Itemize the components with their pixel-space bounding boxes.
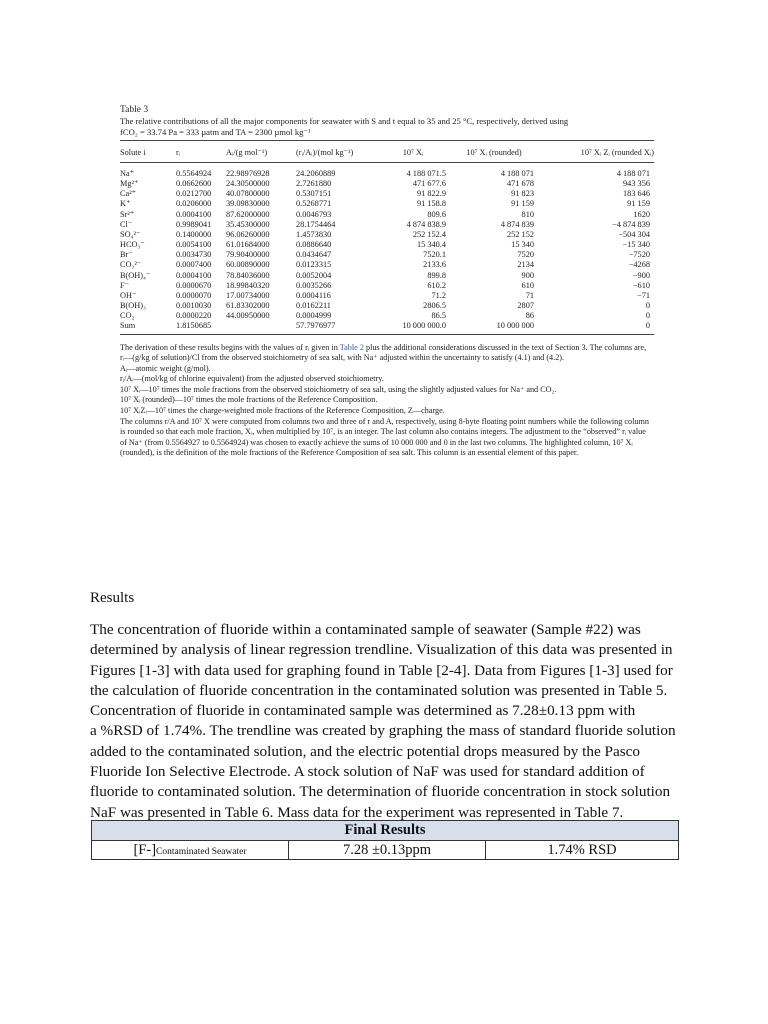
- table3-row: [120, 260, 654, 270]
- value-cell: 40.07800000: [226, 189, 270, 199]
- value-cell: 17.00734000: [226, 290, 270, 300]
- value-cell: −504 304: [618, 229, 650, 239]
- value-cell: 471 677.6: [412, 179, 446, 189]
- table3-label: Table 3: [120, 105, 149, 115]
- solute-cell: Sum: [120, 321, 176, 334]
- table3-row: [120, 311, 654, 321]
- paragraph-line: NaF was presented in Table 6. Mass data for the experiment was represented in Table 7.: [90, 803, 624, 821]
- value-cell: 57.7976977: [296, 321, 376, 334]
- solute-cell: Ca²⁺: [120, 189, 137, 199]
- value-cell: −4268: [628, 260, 650, 270]
- value-cell: 0.0000220: [176, 311, 212, 321]
- table3-row: [120, 321, 654, 334]
- value-cell: 15 340: [511, 240, 534, 250]
- value-cell: 0: [645, 301, 650, 311]
- value-cell: 79.90400000: [226, 250, 270, 260]
- table3-notes-text: plus the additional considerations discussed in the text of Section 3. The columns are,: [363, 342, 647, 352]
- value-cell: 87.62000000: [226, 209, 270, 219]
- table3-row: [120, 163, 654, 180]
- value-cell: 183 646: [623, 189, 650, 199]
- value-cell: 0.0123315: [296, 260, 332, 270]
- solute-cell: B(OH)₄⁻: [120, 270, 151, 280]
- results-paragraph: [90, 620, 682, 823]
- value-cell: 91 823: [511, 189, 534, 199]
- value-cell: 0.5564924: [176, 169, 212, 178]
- final-results-table: [91, 820, 679, 860]
- paragraph-line: determined by analysis of linear regression trendline. Visualization of this data was presented in: [90, 641, 673, 659]
- solute-cell: HCO₃⁻: [120, 240, 145, 250]
- table3-header-cell: 10⁷ Xᵢ Zᵢ (rounded Xᵢ): [538, 141, 654, 163]
- value-cell: 61.83302000: [226, 301, 270, 311]
- table3-notes-text: The derivation of these results begins with the values of rᵢ given in: [120, 342, 340, 352]
- table3-row: [120, 281, 654, 291]
- value-cell: 0.0000670: [176, 280, 212, 290]
- results-heading: Results: [90, 590, 135, 606]
- value-cell: 0: [645, 311, 650, 321]
- solute-cell: Na⁺: [120, 169, 135, 178]
- value-cell: 0.0034730: [176, 250, 212, 260]
- paragraph-line: added to the contaminated solution, and the electric potential drops measured by the Pasco: [90, 742, 640, 760]
- table3-header-cell: Solute i: [120, 141, 176, 163]
- value-cell: 0.0662600: [176, 179, 212, 189]
- value-cell: −900: [632, 270, 650, 280]
- table3-notes: [120, 343, 654, 460]
- value-cell: 610.2: [427, 280, 446, 290]
- value-cell: −15 340: [622, 240, 650, 250]
- value-cell: 35.45300000: [226, 219, 270, 229]
- value-cell: 86: [525, 311, 534, 321]
- rsd-cell: 1.74% RSD: [486, 841, 679, 860]
- value-cell: 44.00950000: [226, 311, 270, 321]
- value-cell: 1.8150685: [176, 321, 226, 334]
- value-cell: 0.0886640: [296, 240, 332, 250]
- table3-data-table: [120, 140, 654, 335]
- value-cell: 2806.5: [423, 301, 446, 311]
- value-cell: 0.0004999: [296, 311, 332, 321]
- table3-row: [120, 179, 654, 189]
- value-cell: 60.00890000: [226, 260, 270, 270]
- table3-header-cell: rᵢ: [176, 141, 226, 163]
- table3-row: [120, 291, 654, 301]
- table3-note-line: rᵢ—(g/kg of solution)/Cl from the observed stoichiometry of sea salt, with Na⁺ adjusted within the uncertainty to satisfy (4.1) and (4.2).: [120, 353, 565, 363]
- fluoride-concentration-cell: 7.28 ±0.13ppm: [289, 841, 486, 860]
- value-cell: 2.7261880: [296, 179, 332, 189]
- solute-cell: K⁺: [120, 199, 131, 209]
- value-cell: 61.01684000: [226, 240, 270, 250]
- value-cell: 78.84036000: [226, 270, 270, 280]
- value-cell: 39.09830000: [226, 199, 270, 209]
- table3-figure: [120, 104, 654, 459]
- value-cell: 86.5: [431, 311, 446, 321]
- solute-cell: Mg²⁺: [120, 179, 139, 189]
- value-cell: 0.1400000: [176, 229, 212, 239]
- solute-cell: Br⁻: [120, 250, 133, 260]
- fluoride-label-cell: [92, 841, 289, 860]
- value-cell: 810: [521, 209, 534, 219]
- value-cell: 4 874 839: [500, 219, 534, 229]
- solute-cell: F⁻: [120, 280, 129, 290]
- value-cell: 0.0434647: [296, 250, 332, 260]
- value-cell: 91 159: [511, 199, 534, 209]
- value-cell: 15 340.4: [416, 240, 446, 250]
- value-cell: 4 188 071: [616, 169, 650, 178]
- table3-row: [120, 250, 654, 260]
- value-cell: [226, 321, 296, 334]
- table3-note-line: rᵢ/Aᵢ—(mol/kg of chlorine equivalent) from the adjusted observed stoichiometry.: [120, 374, 384, 384]
- value-cell: 0.0004116: [296, 290, 331, 300]
- solute-cell: OH⁻: [120, 290, 137, 300]
- table3-row: [120, 240, 654, 250]
- table3-header-cell: Aᵢ/(g mol⁻¹): [226, 141, 296, 163]
- value-cell: −4 874 839: [612, 219, 650, 229]
- value-cell: 10 000 000: [450, 321, 538, 334]
- table3-row: [120, 210, 654, 220]
- paragraph-line: a %RSD of 1.74%. The trendline was created by graphing the mass of standard fluoride solution: [90, 722, 676, 740]
- table3-note-line: 10⁷ Xᵢ—10⁷ times the mole fractions from the observed stoichiometry of sea salt, using the slightly adjusted values for Na⁺ and CO₂.: [120, 384, 557, 394]
- paragraph-line: Figures [1-3] with data used for graphing found in Table [2-4]. Data from Figures [1-3] used for: [90, 661, 673, 679]
- value-cell: 0.5268771: [296, 199, 332, 209]
- table3-header-cell: 10⁷ Xᵢ: [376, 141, 450, 163]
- value-cell: −71: [637, 290, 650, 300]
- table3-body: [120, 163, 654, 335]
- value-cell: 0.0052004: [296, 270, 332, 280]
- value-cell: 10 000 000.0: [376, 321, 450, 334]
- table2-link[interactable]: Table 2: [339, 342, 364, 352]
- solute-cell: Cl⁻: [120, 219, 133, 229]
- value-cell: 96.06260000: [226, 229, 270, 239]
- value-cell: 7520.1: [423, 250, 446, 260]
- value-cell: 0.0004100: [176, 270, 212, 280]
- solute-cell: SO₄²⁻: [120, 229, 141, 239]
- final-results-header-row: [92, 821, 679, 841]
- value-cell: 899.8: [427, 270, 446, 280]
- value-cell: 24.2060889: [296, 169, 336, 178]
- table3-header-cell: 10⁷ Xᵢ (rounded): [450, 141, 538, 163]
- value-cell: −610: [632, 280, 650, 290]
- paragraph-line: Concentration of fluoride in contaminated sample was determined as 7.28±0.13 ppm with: [90, 702, 636, 720]
- value-cell: 1.4573830: [296, 229, 332, 239]
- value-cell: 0.0054100: [176, 240, 212, 250]
- value-cell: 24.30500000: [226, 179, 270, 189]
- value-cell: 252 152.4: [412, 229, 446, 239]
- value-cell: 252 152: [507, 229, 534, 239]
- paragraph-line: the calculation of fluoride concentration in the contaminated solution was presented in Table 5.: [90, 681, 668, 699]
- value-cell: 0.0212700: [176, 189, 212, 199]
- value-cell: 0.0007400: [176, 260, 212, 270]
- solute-cell: CO₃²⁻: [120, 260, 142, 270]
- table3-row: [120, 301, 654, 311]
- table3-note-line: 10⁷ XᵢZᵢ—10⁷ times the charge-weighted mole fractions of the Reference Composition, Z—charge.: [120, 406, 445, 416]
- paragraph-line: The concentration of fluoride within a contaminated sample of seawater (Sample #22) was: [90, 621, 641, 638]
- value-cell: 2133.6: [423, 260, 446, 270]
- value-cell: 1620: [633, 209, 650, 219]
- table3-caption-line2: fCO₂ = 33.74 Pa = 333 µatm and TA = 2300 µmol kg⁻¹: [120, 127, 311, 137]
- fluoride-label-subscript: Contaminated Seawater: [156, 846, 247, 857]
- paragraph-line: fluoride to contaminated solution. The determination of fluoride concentration in stock solution: [90, 783, 671, 801]
- table3-note-line: 10⁷ Xᵢ (rounded)—10⁷ times the mole fractions of the Reference Composition.: [120, 395, 378, 405]
- value-cell: 2807: [517, 301, 534, 311]
- table3-row: [120, 199, 654, 209]
- table3-header-row: [120, 141, 654, 163]
- value-cell: 0.0000070: [176, 290, 212, 300]
- value-cell: 71.2: [431, 290, 446, 300]
- fluoride-label: [F-]: [133, 841, 157, 858]
- value-cell: 0.5307151: [296, 189, 332, 199]
- table3-row: [120, 271, 654, 281]
- value-cell: 610: [521, 280, 534, 290]
- value-cell: 28.1754464: [296, 219, 336, 229]
- value-cell: −7520: [628, 250, 650, 260]
- value-cell: 91 158.8: [416, 199, 446, 209]
- solute-cell: CO₂: [120, 311, 135, 321]
- final-results-row: [92, 841, 679, 860]
- value-cell: 0.0046793: [296, 209, 332, 219]
- value-cell: 7520: [517, 250, 534, 260]
- value-cell: 943 356: [623, 179, 650, 189]
- table3-caption-line1: The relative contributions of all the major components for seawater with S and t equal to 35 and 25 °C, respectively, derived using: [120, 116, 569, 126]
- value-cell: 91 159: [627, 199, 650, 209]
- table3-row: [120, 220, 654, 230]
- table3-note-line: Aᵢ—atomic weight (g/mol).: [120, 363, 211, 373]
- solute-cell: B(OH)₃: [120, 301, 146, 311]
- final-results-title: Final Results: [92, 821, 679, 841]
- value-cell: 0.0206000: [176, 199, 212, 209]
- value-cell: 18.99840320: [226, 280, 270, 290]
- paragraph-line: Fluoride Ion Selective Electrode. A stock solution of NaF was used for standard addition of: [90, 763, 645, 781]
- value-cell: 4 188 071: [500, 169, 534, 178]
- value-cell: 809.6: [427, 209, 446, 219]
- value-cell: 71: [525, 290, 534, 300]
- value-cell: 2134: [517, 260, 534, 270]
- value-cell: 0.0010030: [176, 301, 212, 311]
- table3-notes-intro: [120, 343, 654, 354]
- value-cell: 22.98976928: [226, 169, 270, 178]
- table3-note-line: The columns r/A and 10⁷ X were computed from columns two and three of r and A, respectively, using 8-byte floating point numbers while the following column is rounded so that each mole fraction, Xᵢ, when multiplied by 10⁷, is an integer. The last column also contains integers. The adjustment to the “observed” rᵢ value of Na⁺ (from 0.5564927 to 0.5564924) was chosen to exactly achieve the sums of 10 000 000 and 0 in the last two columns. The highlighted column, 10⁷ Xᵢ (rounded), is the definition of the mole fractions of the Reference Composition of sea salt. This column is an essential element of this paper.: [120, 416, 649, 458]
- value-cell: 4 188 071.5: [406, 169, 446, 178]
- value-cell: 91 822.9: [416, 189, 446, 199]
- value-cell: 471 678: [507, 179, 534, 189]
- value-cell: 0: [538, 321, 654, 334]
- value-cell: 900: [521, 270, 534, 280]
- table3-row: [120, 230, 654, 240]
- value-cell: 0.0162211: [296, 301, 331, 311]
- solute-cell: Sr²⁺: [120, 209, 135, 219]
- table3-header-cell: (rᵢ/Aᵢ)/(mol kg⁻¹): [296, 141, 376, 163]
- table3-row: [120, 189, 654, 199]
- value-cell: 0.0004100: [176, 209, 212, 219]
- value-cell: 4 874 838.9: [406, 219, 446, 229]
- value-cell: 0.0035266: [296, 280, 332, 290]
- value-cell: 0.9989041: [176, 219, 212, 229]
